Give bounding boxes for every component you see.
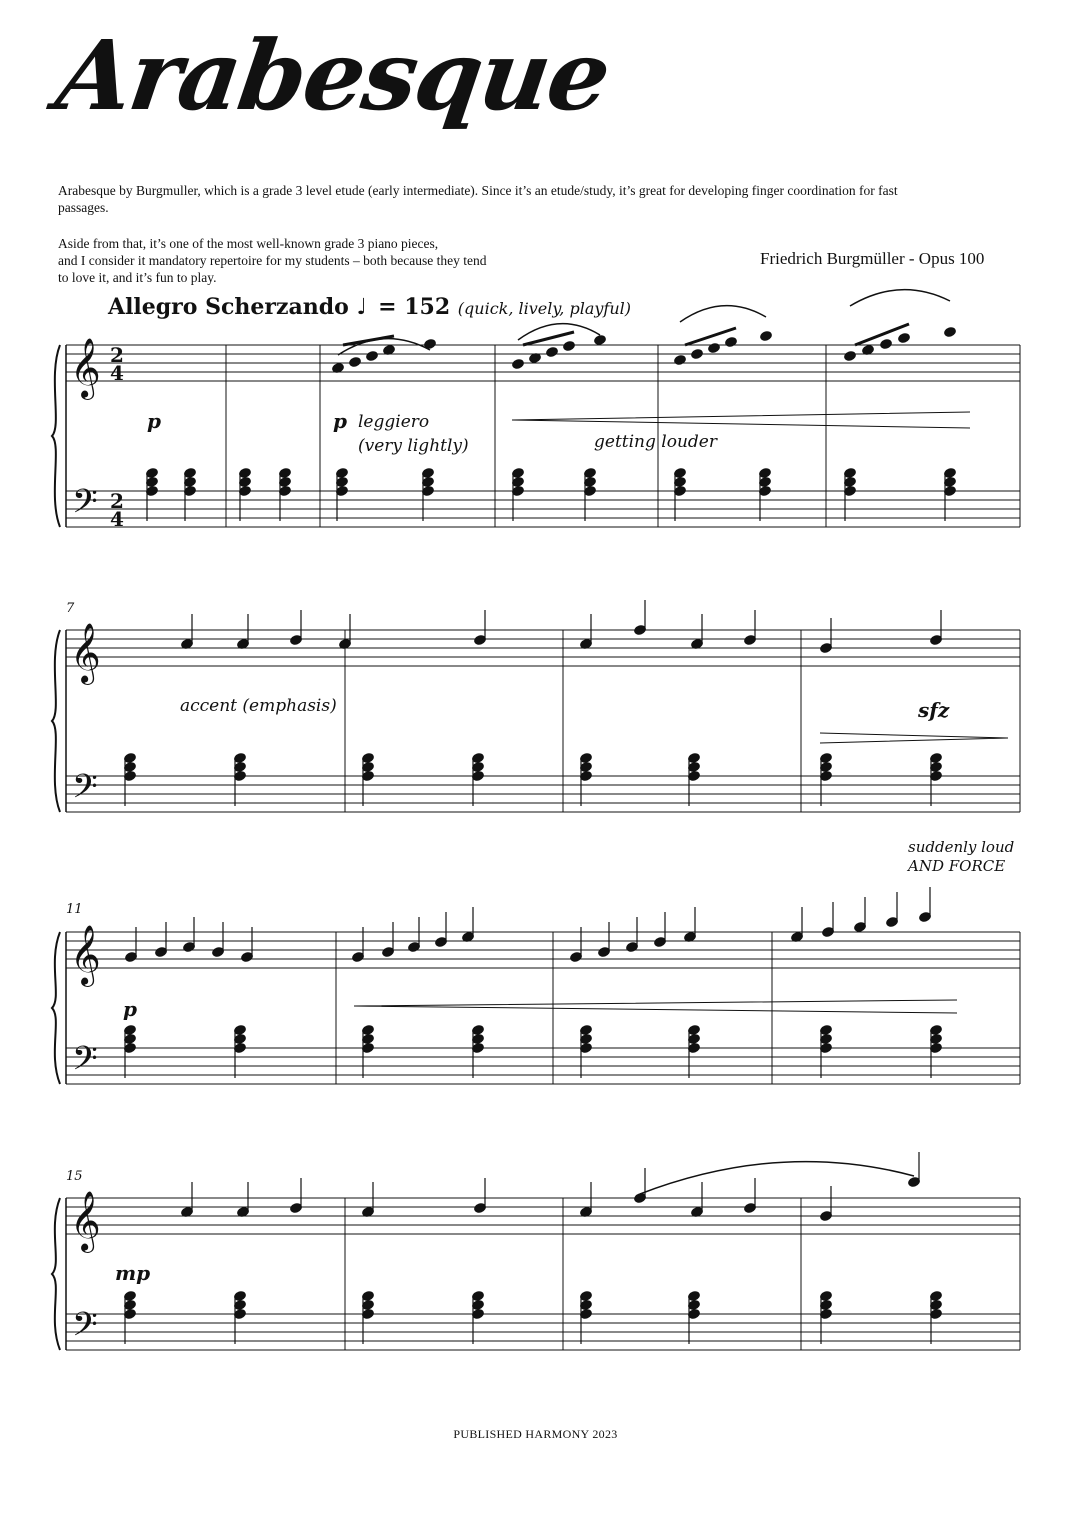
brace <box>52 630 60 812</box>
treble-notehead <box>707 342 721 355</box>
bass-clef-icon: 𝄢 <box>72 483 98 529</box>
measure-number-11: 11 <box>66 902 83 917</box>
treble-clef-icon: 𝄞 <box>70 925 101 985</box>
treble-clef-icon: 𝄞 <box>70 338 101 398</box>
footer-publisher: PUBLISHED HARMONY 2023 <box>453 1427 618 1441</box>
dynamic-p-2: p <box>333 409 347 433</box>
getting-louder-mark: getting louder <box>594 432 717 452</box>
treble-notehead <box>897 332 911 345</box>
accent-mark: accent (emphasis) <box>180 696 337 716</box>
tempo-label: Allegro Scherzando <box>108 294 349 320</box>
and-force-line: AND FORCE <box>908 857 1006 875</box>
bass-clef-icon: 𝄢 <box>72 768 98 814</box>
treble-notehead <box>879 338 893 351</box>
brace <box>52 345 60 527</box>
treble-notehead <box>843 350 857 363</box>
tempo-description: (quick, lively, playful) <box>457 299 631 318</box>
tempo-value: = 152 <box>378 294 451 320</box>
time-signature: 4 <box>110 361 124 385</box>
slur <box>518 324 600 340</box>
very-lightly-mark: (very lightly) <box>358 436 469 456</box>
quarter-note-icon: ♩ <box>356 294 367 320</box>
treble-notehead <box>545 346 559 359</box>
suddenly-loud-line: suddenly loud <box>908 838 1015 856</box>
description-line-1: Aside from that, it’s one of the most well-known grade 3 piano pieces, <box>58 236 439 251</box>
crescendo-hairpin <box>354 1000 957 1013</box>
time-signature: 2 <box>110 343 124 367</box>
description-line-2: and I consider it mandatory repertoire for my students – both because they tend <box>58 253 487 268</box>
slur <box>680 306 766 322</box>
brace <box>52 1198 60 1350</box>
time-signature: 4 <box>110 507 124 531</box>
dynamic-sfz: sfz <box>918 698 950 722</box>
description-paragraph-1: Arabesque by Burgmuller, which is a grade 3 level etude (early intermediate). Since it’s an etude/study, it’s great for developing finger coordination for fast passages. <box>58 183 898 215</box>
suddenly-loud-annotation <box>908 838 1014 876</box>
treble-notehead <box>943 326 957 339</box>
treble-notehead <box>562 340 576 353</box>
treble-notehead <box>365 350 379 363</box>
treble-notehead <box>593 334 607 347</box>
piece-title: Arabesque <box>50 19 616 132</box>
slur <box>850 290 950 306</box>
treble-notehead <box>759 330 773 343</box>
crescendo-hairpin <box>512 412 970 428</box>
treble-notehead <box>673 354 687 367</box>
dynamic-p-1: p <box>147 409 161 433</box>
treble-notehead <box>423 338 437 351</box>
slur <box>640 1162 914 1194</box>
treble-notehead <box>511 358 525 371</box>
leggiero-mark: leggiero <box>358 412 430 432</box>
treble-notehead <box>348 356 362 369</box>
bass-clef-icon: 𝄢 <box>72 1306 98 1352</box>
decrescendo-hairpin <box>820 733 1008 743</box>
dynamic-mp: mp <box>115 1261 151 1285</box>
description-line-3: to love it, and it’s fun to play. <box>58 270 217 285</box>
composer-credit: Friedrich Burgmüller - Opus 100 <box>760 249 985 268</box>
time-signature: 2 <box>110 489 124 513</box>
measure-number-7: 7 <box>66 601 75 616</box>
dynamic-p-3: p <box>123 997 137 1021</box>
treble-clef-icon: 𝄞 <box>70 1191 101 1251</box>
treble-notehead <box>724 336 738 349</box>
treble-notehead <box>690 348 704 361</box>
measure-number-15: 15 <box>66 1169 83 1184</box>
brace <box>52 932 60 1084</box>
bass-clef-icon: 𝄢 <box>72 1040 98 1086</box>
treble-clef-icon: 𝄞 <box>70 623 101 683</box>
